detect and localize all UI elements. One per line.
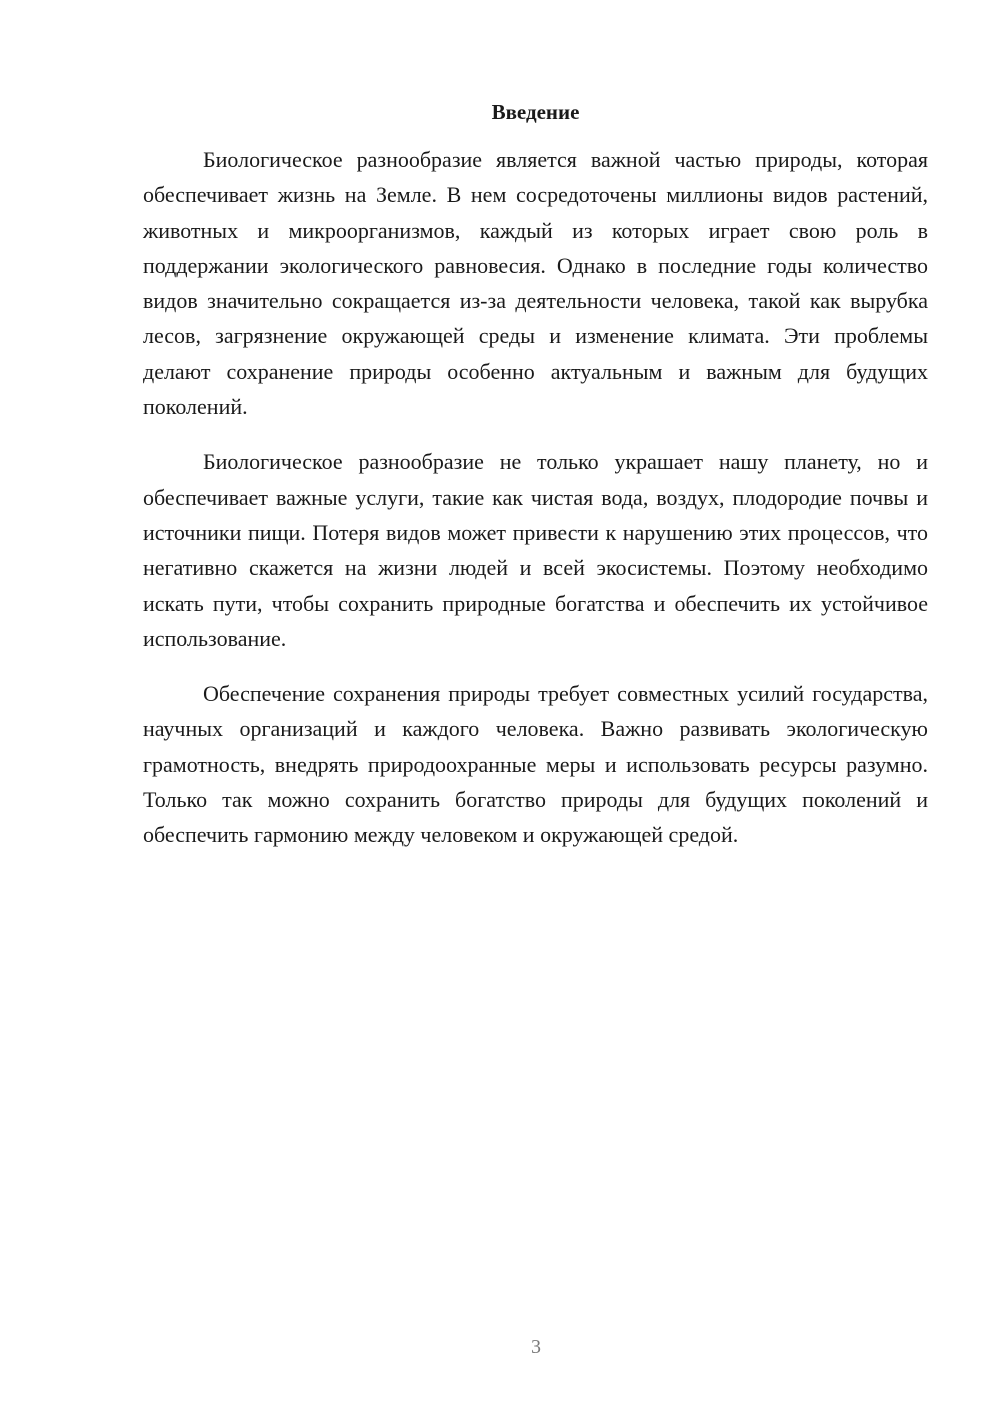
page-number: 3 — [531, 1336, 541, 1358]
paragraph-2: Биологическое разнообразие не только украшает нашу планету, но и обеспечивает важные услуги, такие как чистая вода, воздух, плодородие почвы и источники пищи. Потеря видов может привести к нарушению этих процессов, что негативно скажется на жизни людей и всей экосистемы. Поэтому необходимо искать пути, чтобы сохранить природные богатства и обеспечить их устойчивое использование. — [143, 449, 928, 651]
paragraph-3: Обеспечение сохранения природы требует совместных усилий государства, научных организаций и каждого человека. Важно развивать экологическую грамотность, внедрять природоохранные меры и использовать ресурсы разумно. Только так можно сохранить богатство природы для будущих поколений и обеспечить гармонию между человеком и окружающей средой. — [143, 681, 928, 848]
paragraph-1: Биологическое разнообразие является важной частью природы, которая обеспечивает жизнь на Земле. В нем сосредоточены миллионы видов растений, животных и микроорганизмов, каждый из которых играет свою роль в поддержании экологического равновесия. Однако в последние годы количество видов значительно сокращается из-за деятельности человека, такой как вырубка лесов, загрязнение окружающей среды и изменение климата. Эти проблемы делают сохранение природы особенно актуальным и важным для будущих поколений. — [143, 147, 928, 420]
page-title: Введение — [491, 100, 580, 124]
document-body — [143, 142, 928, 873]
